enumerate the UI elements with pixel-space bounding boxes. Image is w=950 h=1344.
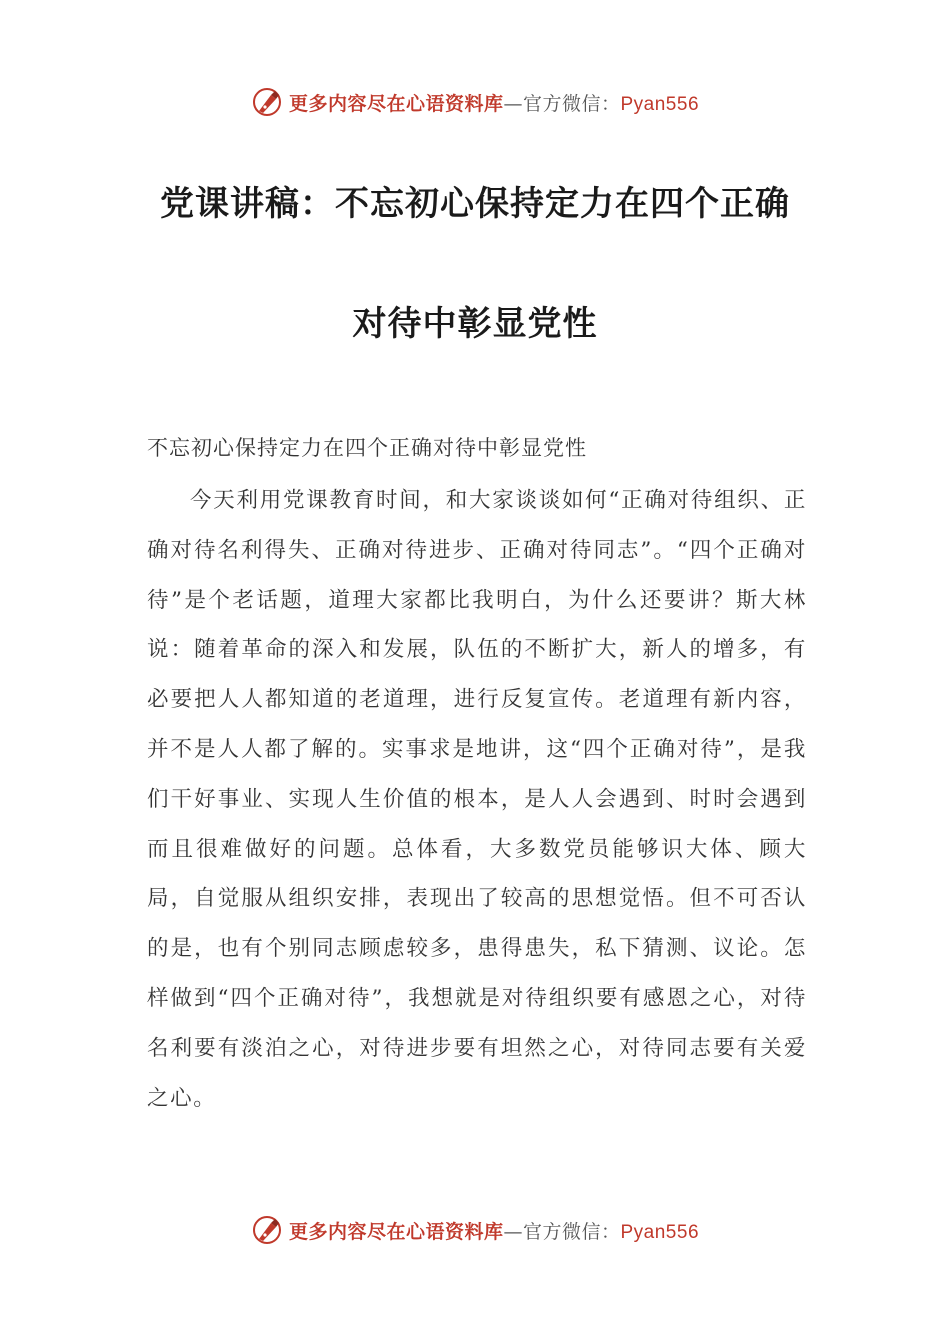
- header-watermark: [0, 82, 950, 122]
- watermark-brand: 更多内容尽在心语资料库: [288, 92, 504, 115]
- watermark-text: [289, 89, 699, 116]
- watermark-id: Pyan556: [620, 1221, 700, 1243]
- watermark-text: [289, 1217, 699, 1244]
- watermark-dash: —: [503, 92, 523, 115]
- footer-watermark: [0, 1210, 950, 1250]
- body-paragraph: 今天利用党课教育时间，和大家谈谈如何“正确对待组织、正确对待名利得失、正确对待进步、正确对待同志”。“四个正确对待”是个老话题，道理大家都比我明白，为什么还要讲？斯大林说：随着革命的深入和发展，队伍的不断扩大，新人的增多，有必要把人人都知道的老道理，进行反复宣传。老道理有新内容，并不是人人都了解的。实事求是地讲，这“四个正确对待”，是我们干好事业、实现人生价值的根本，是人人会遇到、时时会遇到而且很难做好的问题。总体看，大多数党员能够识大体、顾大局，自觉服从组织安排，表现出了较高的思想觉悟。但不可否认的是，也有个别同志顾虑较多，患得患失，私下猜测、议论。怎样做到“四个正确对待”，我想就是对待组织要有感恩之心，对待名利要有淡泊之心，对待进步要有坦然之心，对待同志要有关爱之心。: [147, 488, 807, 1111]
- watermark-label: 官方微信：: [522, 92, 621, 115]
- watermark-label: 官方微信：: [522, 1220, 621, 1243]
- watermark-id: Pyan556: [620, 93, 700, 115]
- pen-nib-logo-icon: [251, 86, 283, 118]
- document-title-line2: 对待中彰显党性: [352, 304, 598, 344]
- watermark-dash: —: [503, 1220, 523, 1243]
- watermark-brand: 更多内容尽在心语资料库: [288, 1220, 504, 1243]
- document-subheading: 不忘初心保持定力在四个正确对待中彰显党性: [147, 436, 587, 460]
- pen-nib-logo-icon: [251, 1214, 283, 1246]
- document-title-line1: 党课讲稿：不忘初心保持定力在四个正确: [160, 184, 790, 224]
